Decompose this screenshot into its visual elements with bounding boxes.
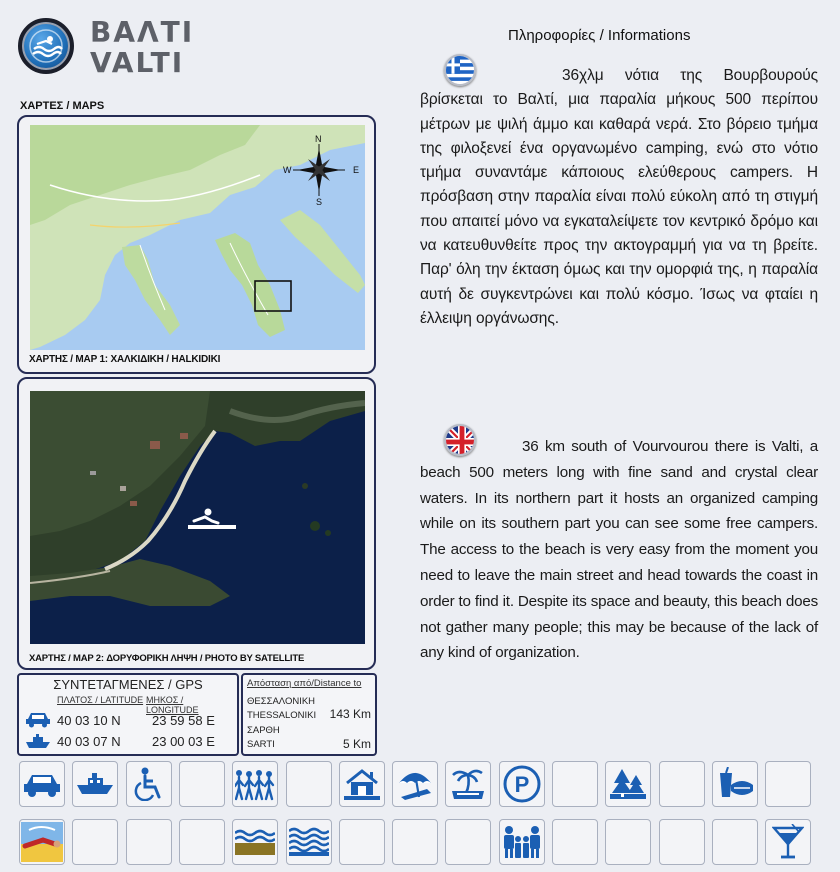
car-longitude: 23 59 58 E: [152, 713, 215, 728]
distance-thessaloniki-greek: ΘΕΣΣΑΛΟΝΙΚΗ: [247, 696, 316, 707]
page-title-greek: ΒΑΛΤΙ: [90, 16, 195, 49]
gps-title: ΣΥΝΤΕΤΑΓΜΕΝΕΣ / GPS: [53, 677, 203, 692]
svg-text:P: P: [514, 772, 530, 797]
map1-caption: ΧΑΡΤΗΣ / MAP 1: ΧΑΛΚΙΔΙΚΗ / HALKIDIKI: [29, 354, 221, 365]
deep-water-icon: [289, 827, 329, 857]
amenity-tile-car: [19, 761, 65, 807]
gps-panel: [17, 673, 239, 756]
amenity-tile-deep-water: [286, 819, 332, 865]
logo: [18, 18, 74, 74]
cocktail-icon: [772, 824, 804, 860]
amenity-tile-empty-1-15: [765, 761, 811, 807]
family-icon: [502, 825, 542, 859]
compass-e-label: E: [353, 165, 360, 175]
boat-longitude: 23 00 03 E: [152, 734, 215, 749]
greek-description: 36χλμ νότια της Βουρβουρούς βρίσκεται το Βαλτί, μια παραλία μήκους 500 περίπου μέτρων με ψιλή άμμο και καθαρά νερά. Στο βόρειο τμήμα της φιλοξενεί ένα οργανωμένο camping, ενώ στο νότιο τμήμα συναντάμε κάποιους ελεύθερους campers. Η πρόσβαση στην παραλία είναι πολύ εύκολη από τη στιγμή που απαιτεί μόνο να εγκαταλείψετε τον κεντρικό δρόμο και να κατευθυνθείτε προς την ακτογραμμή για να τη βρείτε. Παρ' όλη την έκταση όμως και την ομορφιά της, η παραλία αυτή δε συγκεντρώνει και πολύ κόσμο. Ίσως να φταίει η έλλειψη οργάνωσης.: [420, 67, 818, 327]
umbrella-icon: [395, 767, 435, 801]
amenity-tile-empty-2-9: [445, 819, 491, 865]
longitude-header: ΜΗΚΟΣ / LONGITUDE: [146, 695, 199, 715]
amenity-tile-empty-1-4: [179, 761, 225, 807]
boat-icon: [76, 772, 114, 796]
amenity-tile-empty-2-7: [339, 819, 385, 865]
english-description: 36 km south of Vourvourou there is Valti, a beach 500 meters long with fine sand and crystal clear waters. In its northern part it hosts an organized camping while on its southern part you can see some free campers. The access to the beach is very easy from the moment you need to leave the main street and head towards the coast in order to find it. Despite its space and beauty, this beach does not gather many people; this may be because of the lack of any kind of organization.: [420, 438, 818, 662]
amenity-tile-empty-2-2: [72, 819, 118, 865]
car-icon: [23, 770, 61, 798]
amenity-tile-empty-1-11: [552, 761, 598, 807]
amenity-tile-empty-1-13: [659, 761, 705, 807]
amenity-tile-family: [499, 819, 545, 865]
shallow-water-icon: [235, 827, 275, 857]
amenity-tile-wheelchair: [126, 761, 172, 807]
sunbather-icon: [21, 822, 63, 862]
swimmer-logo-icon: [28, 28, 64, 64]
wheelchair-icon: [134, 767, 164, 801]
amenity-tile-cocktail: [765, 819, 811, 865]
hikers-icon: [235, 767, 275, 801]
amenity-tile-empty-2-14: [712, 819, 758, 865]
amenity-tile-empty-2-12: [605, 819, 651, 865]
amenity-tile-empty-2-8: [392, 819, 438, 865]
car-latitude: 40 03 10 N: [57, 713, 121, 728]
page-title-latin: VALTI: [90, 46, 185, 79]
map2-caption: ΧΑΡΤΗΣ / MAP 2: ΔΟΡΥΦΟΡΙΚΗ ΛΗΨΗ / PHOTO BY SATELLITE: [29, 653, 305, 664]
amenity-tile-hikers: [232, 761, 278, 807]
amenity-tile-island: [445, 761, 491, 807]
amenity-tile-sunbather: [19, 819, 65, 865]
map1-panel: [17, 115, 376, 374]
amenity-tile-house: [339, 761, 385, 807]
amenity-tile-empty-2-11: [552, 819, 598, 865]
house-icon: [344, 767, 380, 801]
distance-sarti-greek: ΣΑΡΘΗ: [247, 725, 280, 736]
amenity-tile-empty-2-3: [126, 819, 172, 865]
amenity-tile-umbrella: [392, 761, 438, 807]
amenity-tile-parking: [499, 761, 545, 807]
latitude-header: ΠΛΑΤΟΣ / LATITUDE: [57, 695, 144, 705]
distance-title: Απόσταση από/Distance to: [247, 678, 362, 689]
map2-panel: [17, 377, 376, 670]
distance-sarti-latin: SARTI: [247, 739, 275, 750]
parking-icon: [503, 765, 541, 803]
distance-thessaloniki-value: 143 Km: [329, 707, 371, 721]
distance-panel: [241, 673, 377, 756]
amenity-tile-empty-1-6: [286, 761, 332, 807]
amenity-tile-shallow-water: [232, 819, 278, 865]
distance-sarti-value: 5 Km: [342, 737, 371, 751]
compass-s-label: S: [316, 197, 323, 207]
compass-n-label: N: [315, 134, 322, 144]
island-icon: [449, 767, 487, 801]
satellite-photo[interactable]: [30, 391, 365, 644]
boat-latitude: 40 03 07 N: [57, 734, 121, 749]
trees-icon: [610, 767, 646, 801]
amenity-tile-trees: [605, 761, 651, 807]
amenity-tile-empty-2-4: [179, 819, 225, 865]
food-icon: [716, 767, 754, 801]
car-icon: [25, 710, 51, 728]
halkidiki-map[interactable]: [30, 125, 365, 350]
info-heading: Πληροφορίες / Informations: [508, 27, 691, 44]
boat-icon: [25, 733, 51, 749]
compass-w-label: W: [283, 165, 292, 175]
amenity-tile-food: [712, 761, 758, 807]
amenity-tile-boat: [72, 761, 118, 807]
distance-thessaloniki-latin: THESSALONIKI: [247, 710, 317, 721]
amenity-tile-empty-2-13: [659, 819, 705, 865]
maps-heading: ΧΑΡΤΕΣ / MAPS: [20, 100, 105, 112]
